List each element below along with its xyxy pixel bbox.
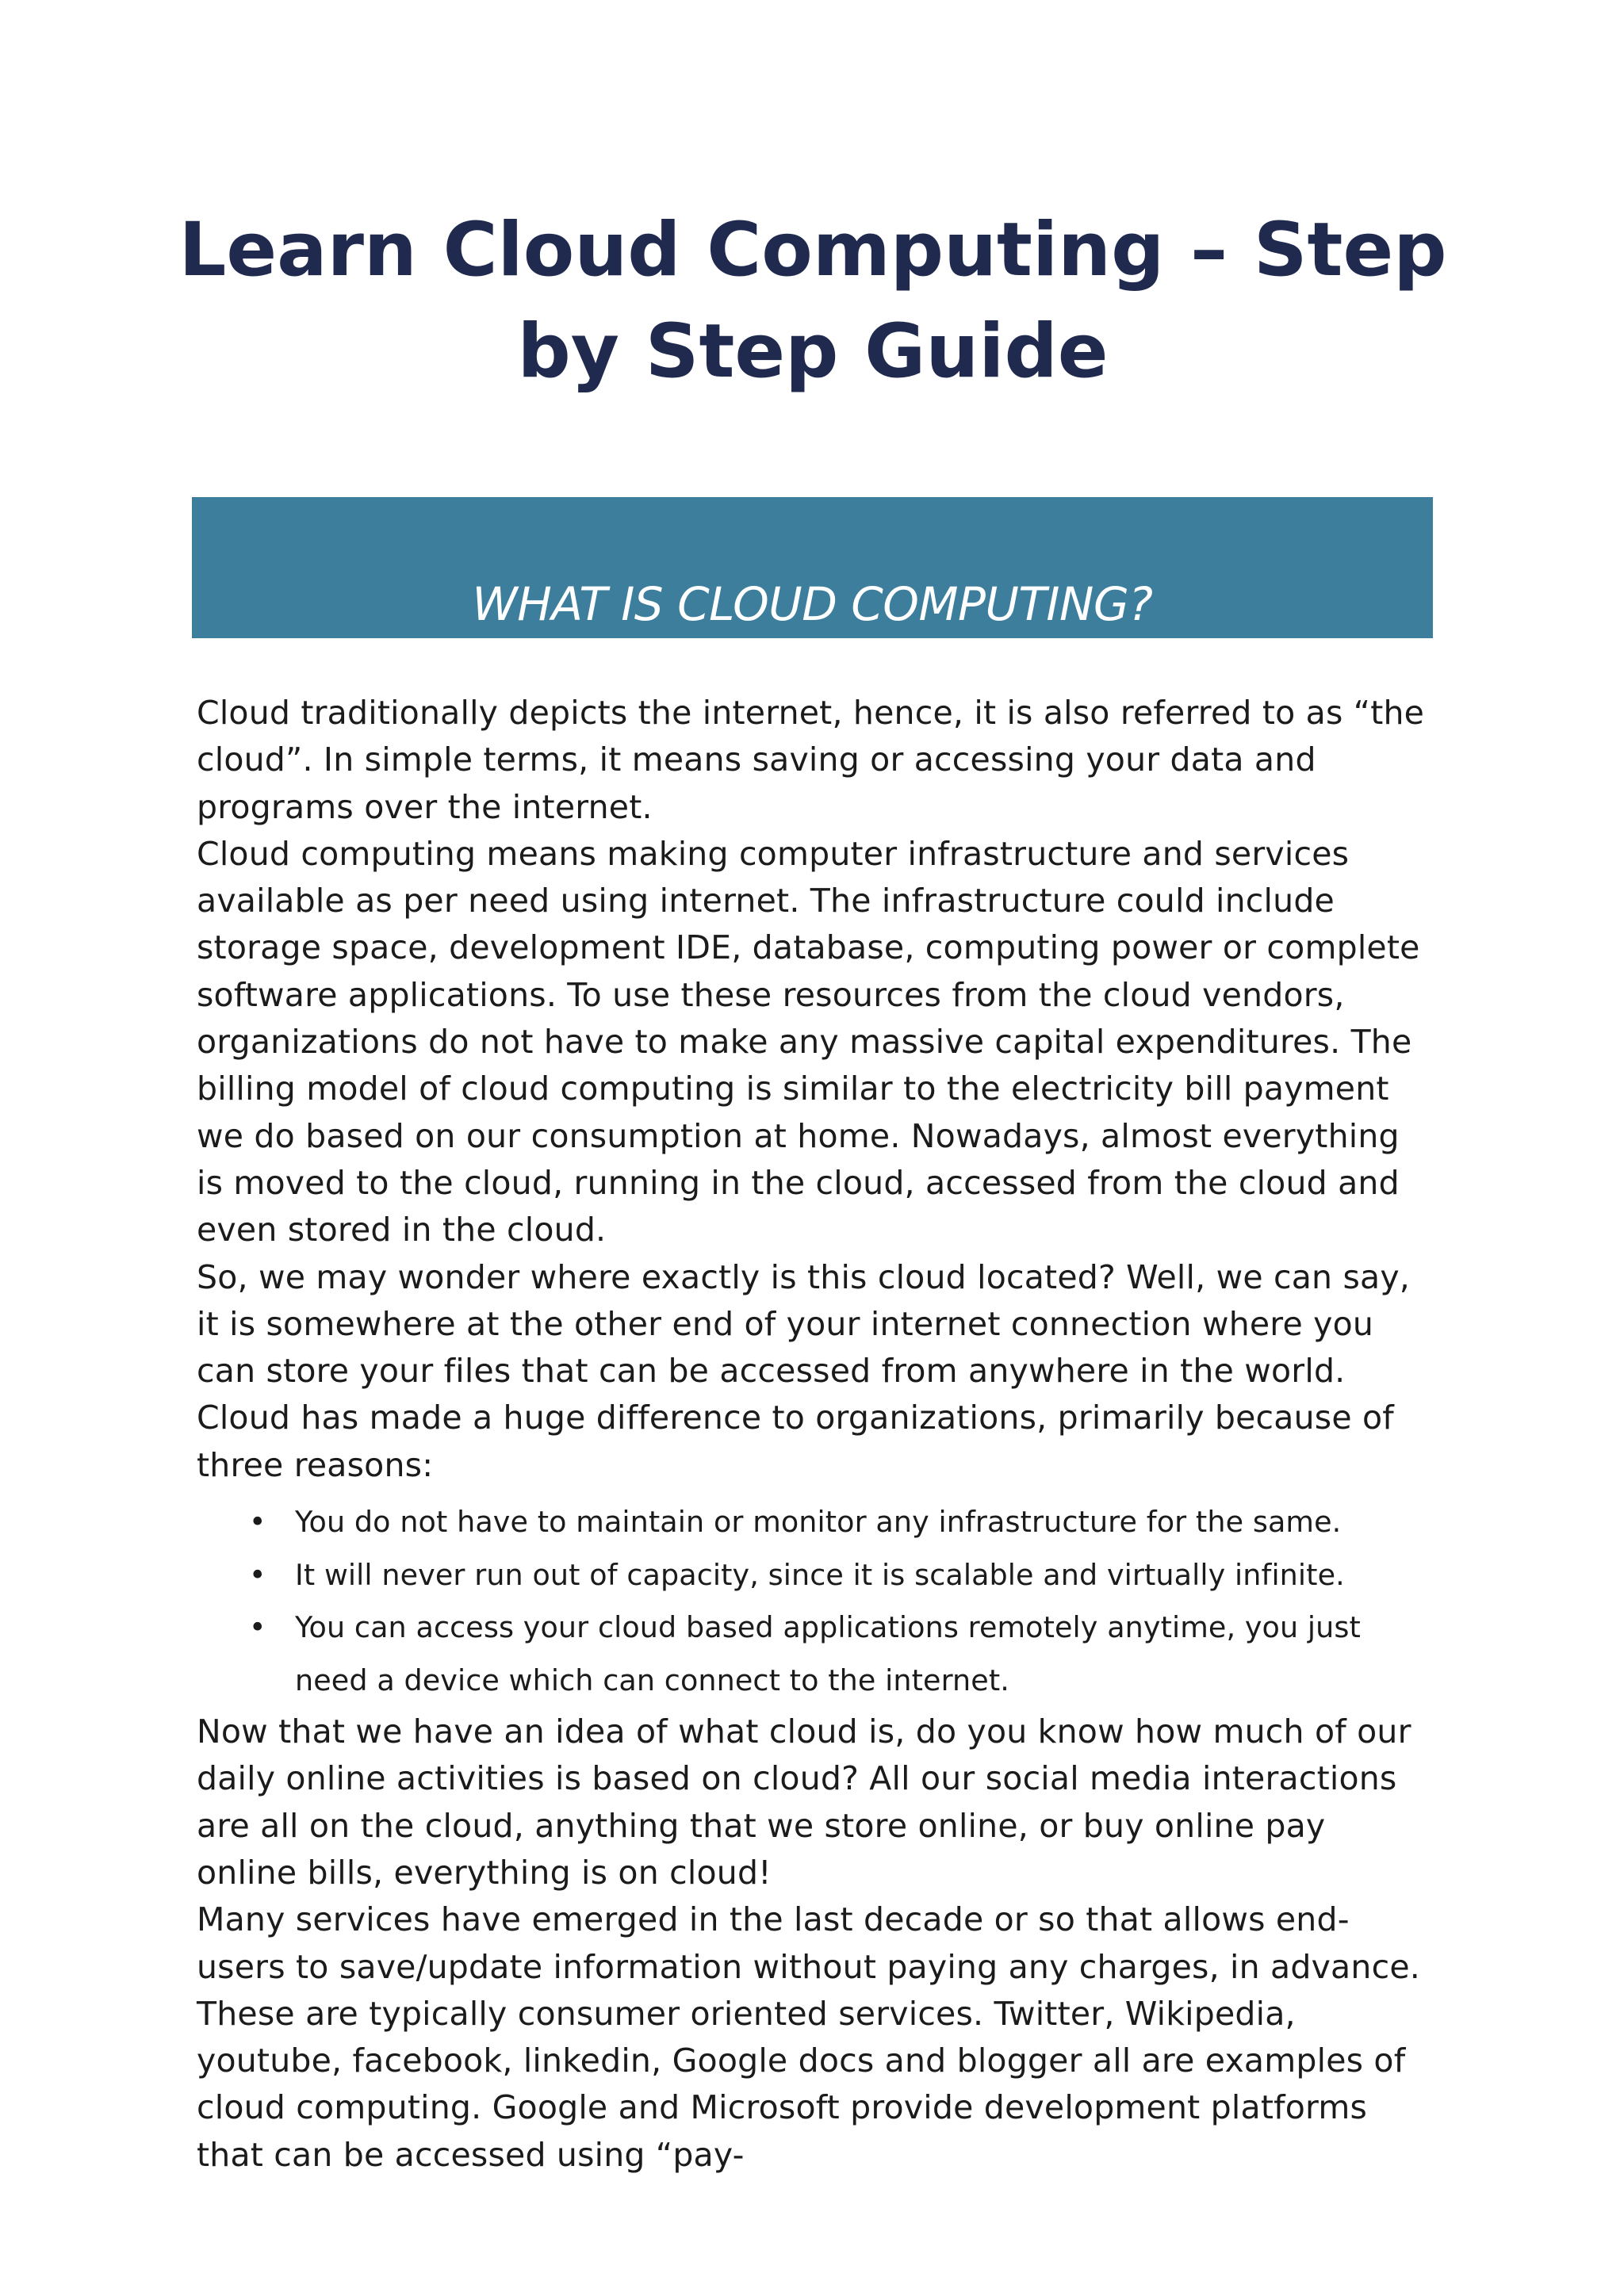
section-heading: WHAT IS CLOUD COMPUTING? [472, 577, 1153, 631]
section-banner [192, 497, 1433, 638]
paragraph: So, we may wonder where exactly is this cloud located? Well, we can say, it is somewhere at the other end of your internet connection where you can store your files that can be accessed from anywhere in the world. [197, 1257, 1411, 1391]
list-item [197, 1496, 1434, 1549]
bullet-icon: • [249, 1610, 266, 1645]
list-item-text: You do not have to maintain or monitor any infrastructure for the same. [295, 1505, 1342, 1540]
document-body [197, 690, 1434, 2179]
reasons-list [197, 1496, 1434, 1707]
bullet-icon: • [249, 1505, 266, 1540]
list-item-text: You can access your cloud based applications remotely anytime, you just need a device which can connect to the internet. [295, 1610, 1361, 1697]
paragraph: Cloud has made a huge difference to organizations, primarily because of three reasons: [197, 1399, 1394, 1484]
bullet-icon: • [249, 1557, 266, 1592]
paragraph: Cloud traditionally depicts the internet, hence, it is also referred to as “the cloud”. In simple terms, it means saving or accessing your data and programs over the internet. [197, 694, 1425, 826]
page-title: Learn Cloud Computing – Step by Step Guide [178, 207, 1447, 395]
paragraph: Many services have emerged in the last decade or so that allows end-users to save/update information without paying any charges, in advance. These are typically consumer oriented services. Twitter, Wikipedia, youtube, facebook, linkedin, Google docs and blogger all are examples of cloud computing. Google and Microsoft provide development platforms that can be accessed using “pay- [197, 1900, 1420, 2174]
paragraph: Now that we have an idea of what cloud is, do you know how much of our daily online activities is based on cloud? All our social media interactions are all on the cloud, anything that we store online, or buy online pay online bills, everything is on cloud! [197, 1712, 1411, 1892]
list-item [197, 1549, 1434, 1602]
list-item [197, 1601, 1434, 1707]
paragraph: Cloud computing means making computer infrastructure and services available as per need using internet. The infrastructure could include storage space, development IDE, database, computing power or complete software applications. To use these resources from the cloud vendors, organizations do not have to make any massive capital expenditures. The billing model of cloud computing is similar to the electricity bill payment we do based on our consumption at home. Nowadays, almost everything is moved to the cloud, running in the cloud, accessed from the cloud and even stored in the cloud. [197, 834, 1420, 1249]
list-item-text: It will never run out of capacity, since it is scalable and virtually infinite. [295, 1557, 1345, 1592]
